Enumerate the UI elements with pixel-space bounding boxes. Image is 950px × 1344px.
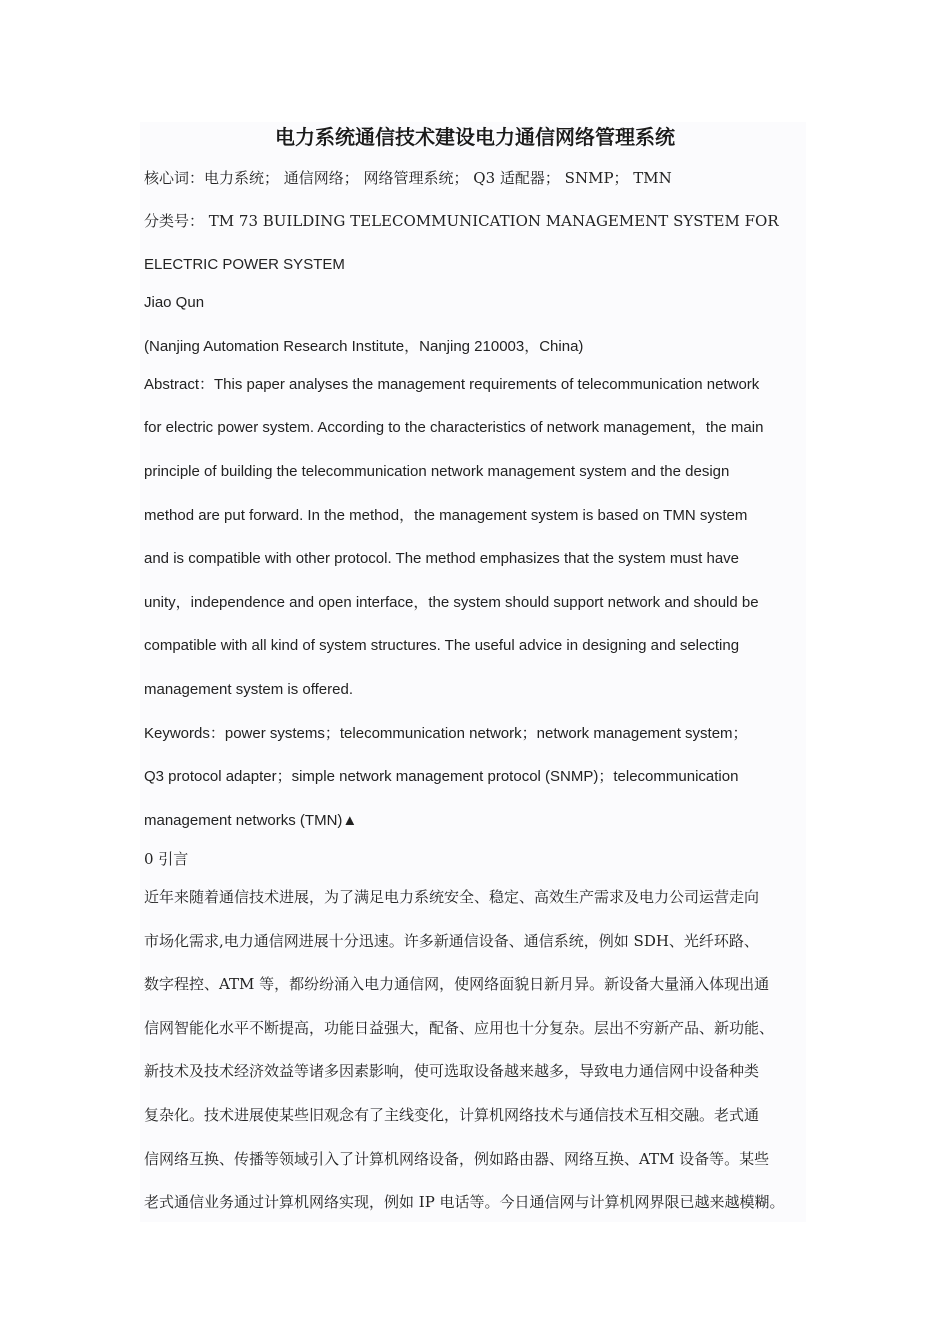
abstract-line: method are put forward. In the method，the management system is based on TMN system	[144, 507, 748, 524]
body-line: 新技术及技术经济效益等诸多因素影响，使可选取设备越来越多，导致电力通信网中设备种类	[144, 1062, 760, 1080]
abstract-line: and is compatible with other protocol. The method emphasizes that the system must have	[144, 550, 740, 567]
abstract-line: compatible with all kind of system structures. The useful advice in designing and selecting	[144, 637, 740, 654]
body-line: 信网络互换、传播等领域引入了计算机网络设备，例如路由器、网络互换、ATM 设备等。某些	[144, 1150, 770, 1168]
body-line: 老式通信业务通过计算机网络实现，例如 IP 电话等。今日通信网与计算机网界限已越来越模糊。	[144, 1193, 785, 1211]
abstract-line: management system is offered.	[144, 681, 353, 698]
section-heading: 0 引言	[144, 850, 189, 868]
keywords-en-line: Q3 protocol adapter；simple network management protocol (SNMP)；telecommunication	[144, 768, 739, 785]
keywords-en-line: management networks (TMN)▲	[144, 812, 358, 829]
author-name: Jiao Qun	[144, 294, 205, 311]
body-line: 近年来随着通信技术进展，为了满足电力系统安全、稳定、高效生产需求及电力公司运营走向	[144, 888, 760, 906]
classification-line-1: 分类号： TM 73 BUILDING TELECOMMUNICATION MANAGEMENT SYSTEM FOR	[144, 212, 779, 230]
abstract-line: unity，independence and open interface，the system should support network and should be	[144, 594, 759, 611]
body-line: 信网智能化水平不断提高，功能日益强大，配备、应用也十分复杂。层出不穷新产品、新功能、	[144, 1019, 775, 1037]
body-line: 数字程控、ATM 等，都纷纷涌入电力通信网，使网络面貌日新月异。新设备大量涌入体现出通	[144, 975, 770, 993]
body-line: 复杂化。技术进展使某些旧观念有了主线变化，计算机网络技术与通信技术互相交融。老式通	[144, 1106, 760, 1124]
classification-line-2: ELECTRIC POWER SYSTEM	[144, 256, 345, 273]
keywords-cn: 核心词：电力系统； 通信网络； 网络管理系统； Q3 适配器； SNMP； TMN	[144, 169, 672, 187]
document-page	[140, 122, 806, 1222]
abstract-line: Abstract：This paper analyses the management requirements of telecommunication network	[144, 376, 760, 393]
abstract-line: principle of building the telecommunication network management system and the design	[144, 463, 730, 480]
author-affiliation: (Nanjing Automation Research Institute，Nanjing 210003，China)	[144, 338, 584, 355]
keywords-en-line: Keywords：power systems；telecommunication network；network management system；	[144, 725, 748, 742]
abstract-line: for electric power system. According to the characteristics of network management，the main	[144, 419, 764, 436]
body-line: 市场化需求,电力通信网进展十分迅速。许多新通信设备、通信系统，例如 SDH、光纤环路、	[144, 932, 759, 950]
document-title: 电力系统通信技术建设电力通信网络管理系统	[275, 125, 675, 149]
